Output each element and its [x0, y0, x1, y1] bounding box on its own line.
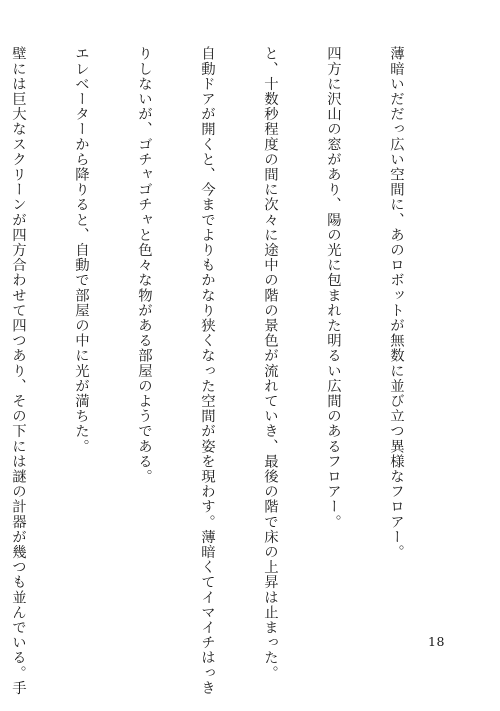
text-line: りしないが、ゴチャゴチャと色々な物がある部屋のようである。	[136, 46, 152, 484]
text-line: エレベーターから降りると、自動で部屋の中に光が満ちた。	[73, 46, 89, 454]
text-line: 自動ドアが開くと、今までよりもかなり狭くなった空間が姿を現わす。薄暗くてイマイチはっき	[199, 46, 215, 696]
page-number: 18	[428, 634, 445, 649]
text-line: と、十数秒程度の間に次々に途中の階の景色が流れていき、最後の階で床の上昇は止まった。	[262, 46, 278, 681]
text-line: 壁には巨大なスクリーンが四方合わせて四つあり、その下には謎の計器が幾つも並んでいる。手	[10, 46, 26, 696]
text-line: 四方に沢山の窓があり、陽の光に包まれた明るい広間のあるフロアー。	[325, 46, 341, 530]
text-line: 薄暗いだだっ広い空間に、あのロボットが無数に並び立つ異様なフロアー。	[388, 46, 404, 560]
vertical-text-body	[0, 46, 448, 696]
